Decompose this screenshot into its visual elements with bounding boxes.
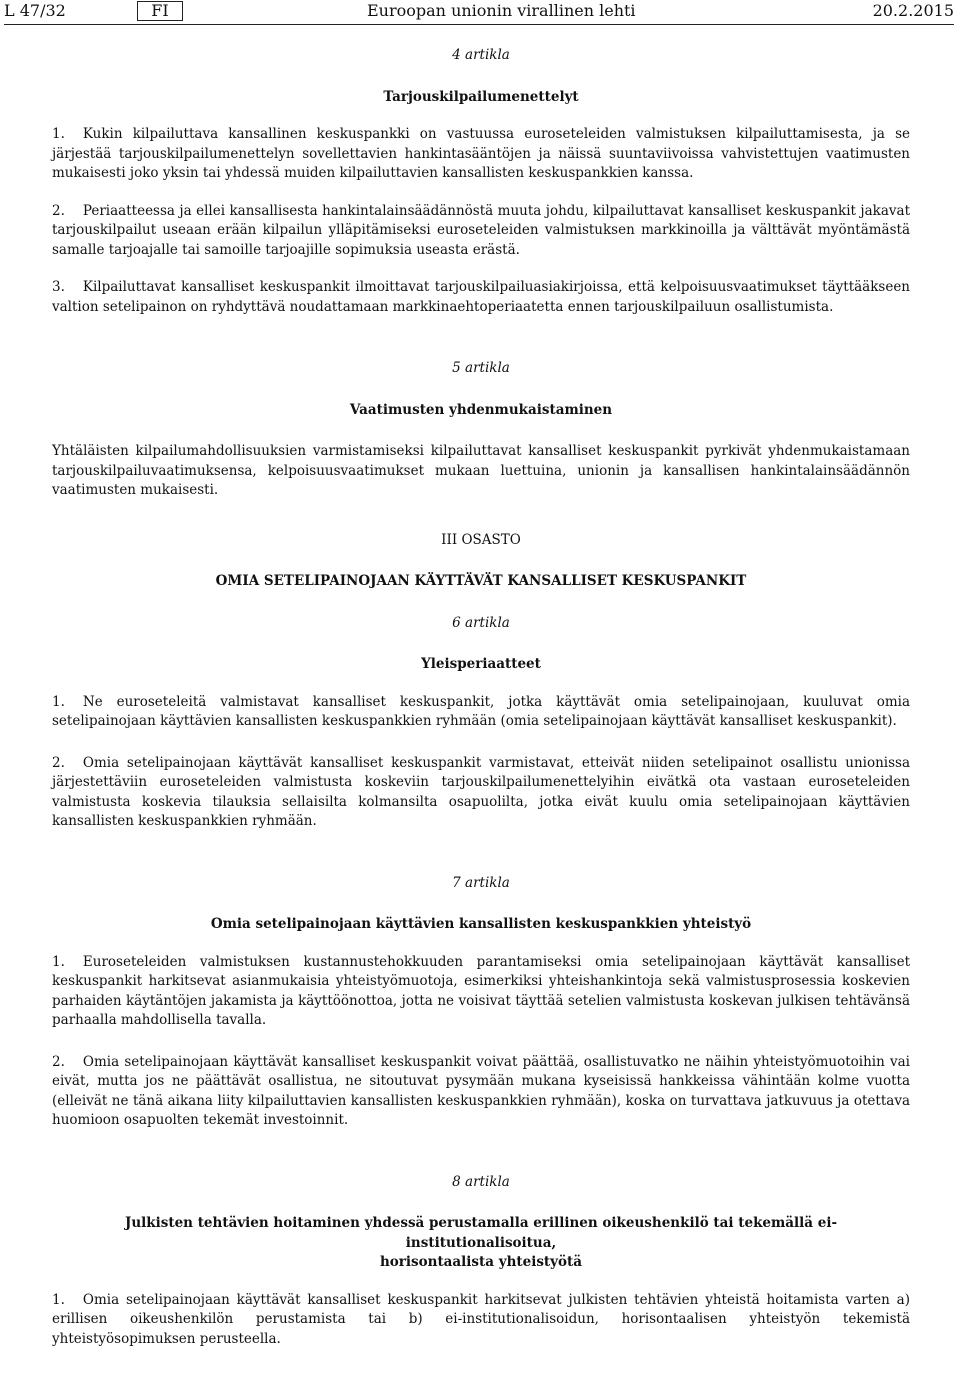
paragraph-text: Periaatteessa ja ellei kansallisesta hankintalainsäädännöstä muuta johdu, kilpailuttavat kansalliset keskuspankit jakavat tarjouskilpailut useaan erään kilpailun ylläpitämiseksi euroseteleiden valmistuksen markkinoilla ja välttävät myöntämästä samalle tarjoajalle tai samoille tarjoajille sopimuksia useasta erästä. [52,202,910,258]
article-7-paragraph-1 [52,953,910,1031]
article-8-paragraph-1 [52,1291,910,1350]
article-5-paragraph: Yhtäläisten kilpailumahdollisuuksien varmistamiseksi kilpailuttavat kansalliset keskuspankit pyrkivät yhdenmukaistamaan tarjouskilpailuvaatimuksensa, kelpoisuusvaatimukset mukaan luettuina, unionin ja kansallisen hankintalainsäädännön vaatimusten mukaisesti. [52,443,910,498]
document-body [52,40,910,1349]
paragraph-number: 1. [52,953,65,970]
publication-date: 20.2.2015 [872,1,954,20]
article-6-title: Yleisperiaatteet [421,656,541,672]
paragraph-number: 2. [52,202,65,219]
paragraph-number: 2. [52,1053,65,1070]
part-3-number: III OSASTO [441,531,521,548]
article-5-number: 5 artikla [452,360,510,376]
paragraph-text: Kilpailuttavat kansalliset keskuspankit ilmoittavat tarjouskilpailuasiakirjoissa, että kelpoisuusvaatimukset täyttääkseen valtion setelipainon on ryhdyttävä noudattamaan markkinaehtoperiaatetta ennen tarjouskilpailuun osallistumista. [52,279,910,315]
article-8-title-line-2: horisontaalista yhteistyötä [379,1254,583,1270]
language-code-box: FI [137,1,183,21]
paragraph-number: 1. [52,693,65,710]
header-rule [4,24,954,25]
page-header [4,0,954,24]
paragraph-text: Omia setelipainojaan käyttävät kansalliset keskuspankit voivat päättää, osallistuvatko ne näihin yhteistyömuotoihin vai eivät, mutta jos ne päättävät osallistua, ne sitoutuvat pysymään mukana kyseisissä hankkeissa vähintään kolme vuotta (elleivät ne tänä aikana liity kilpailuttavien kansallisten keskuspankkien ryhmään), koska on turvattava jatkuvuus ja otettava huomioon osapuolten tekemät investoinnit. [52,1053,910,1128]
part-3-title: OMIA SETELIPAINOJAAN KÄYTTÄVÄT KANSALLISET KESKUSPANKIT [215,573,747,589]
article-6-paragraph-2 [52,754,910,832]
article-6-number: 6 artikla [452,614,510,631]
paragraph-number: 1. [52,126,65,142]
article-8-number: 8 artikla [452,1173,510,1190]
article-4-paragraph-1 [52,125,910,184]
article-7-title: Omia setelipainojaan käyttävien kansallisten keskuspankkien yhteistyö [210,916,752,932]
paragraph-text: Omia setelipainojaan käyttävät kansalliset keskuspankit varmistavat, etteivät niiden setelipainot osallistu unionissa järjestettäviin euroseteleiden valmistusta koskeviin tarjouskilpailumenettelyihin eivätkä ota vastaan euroseteleiden valmistusta koskevia tilauksia sellaisilta kolmansilta osapuolilta, jotka eivät kuulu omia setelipainojaan käyttävien kansallisten keskuspankkien ryhmään. [52,754,910,829]
paragraph-text: Kukin kilpailuttava kansallinen keskuspankki on vastuussa euroseteleiden valmistuksen kilpailuttamisesta, ja se järjestää tarjouskilpailumenettelyn sovellettavien hankintasääntöjen ja näissä suuntaviivoissa vahvistettujen vaatimusten mukaisesti joko yksin tai yhdessä muiden kilpailuttavien kansallisten keskuspankkien kanssa. [52,126,910,181]
paragraph-number: 3. [52,279,65,295]
paragraph-number: 1. [52,1291,65,1308]
paragraph-text: Ne euroseteleitä valmistavat kansalliset keskuspankit, jotka käyttävät omia setelipainojaan, kuuluvat omia setelipainojaan käyttävien kansallisten keskuspankkien ryhmään (omia setelipainojaan käyttävät kansalliset keskuspankit). [52,693,910,729]
page-number: L 47/32 [4,1,66,20]
article-4-paragraph-2 [52,202,910,261]
article-4-title: Tarjouskilpailumenettelyt [383,88,579,105]
journal-title: Euroopan unionin virallinen lehti [367,1,636,20]
paragraph-text: Euroseteleiden valmistuksen kustannustehokkuuden parantamiseksi omia setelipainojaan käyttävät kansalliset keskuspankit harkitsevat asianmukaisia yhteistyömuotoja, esimerkiksi yhteishankintoja sekä valmistusprosessia koskevien parhaiden käytäntöjen jakamista ja käyttöönottoa, jotta ne voisivat täyttää setelien valmistusta koskevan julkisen tehtävänsä parhaalla mahdollisella tavalla. [52,953,910,1028]
article-4-number: 4 artikla [452,47,510,63]
article-8-title-line-1: Julkisten tehtävien hoitaminen yhdessä perustamalla erillinen oikeushenkilö tai tekemällä ei-institutionalisoitua, [124,1215,838,1251]
paragraph-number: 2. [52,754,65,771]
article-4-paragraph-3 [52,278,910,317]
paragraph-text: Omia setelipainojaan käyttävät kansalliset keskuspankit harkitsevat julkisten tehtävien yhteistä hoitamista varten a) erillisen oikeushenkilön perustamista tai b) ei-institutionalisoidun, horisontaalisen yhteistyön tekemistä yhteistyösopimuksen perusteella. [52,1291,910,1347]
article-7-number: 7 artikla [452,874,510,891]
article-6-paragraph-1 [52,693,910,732]
article-5-title: Vaatimusten yhdenmukaistaminen [349,401,613,418]
article-7-paragraph-2 [52,1053,910,1131]
